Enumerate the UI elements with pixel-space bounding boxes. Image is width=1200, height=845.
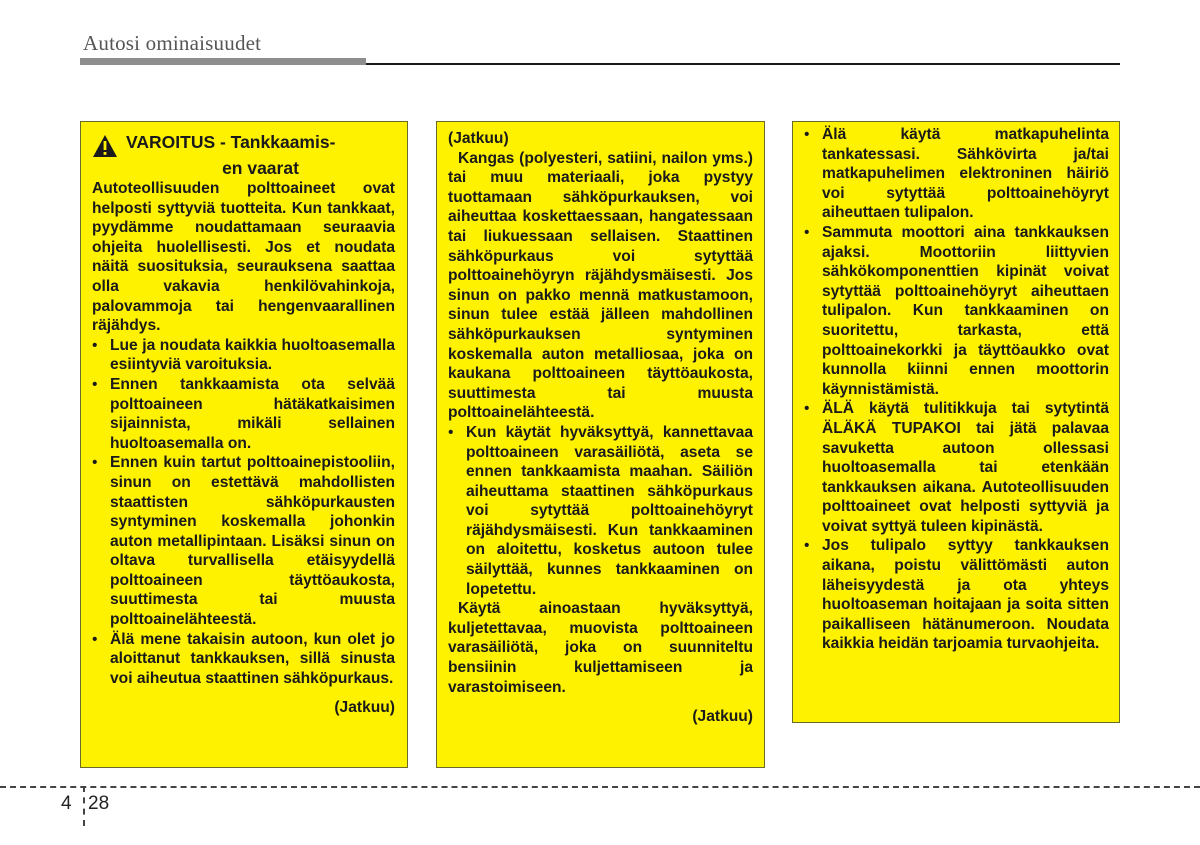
footer-dashed-divider	[83, 786, 85, 826]
list-item: • Sammuta moottori aina tankkauksen ajaksi. Moottoriin liittyvien sähkökomponenttien kipinät voivat sytyttää polttoainehöyryt aiheuttaen tulipalon. Kun tankkaaminen on suoritettu, tarkasta, että polttoainekorkki ja täyttöaukko ovat kunnolla kiinni ennen moottorin käynnistämistä.	[804, 223, 1109, 398]
list-item: • Jos tulipalo syttyy tankkauksen aikana, poistu välittömästi auton läheisyydestä ja ota yhteys huoltoaseman hoitajaan ja soita sitten paikalliseen hätänumeroon. Noudata kaikkia heidän tarjoamia turvaohjeita.	[804, 537, 1109, 653]
warning-heading	[92, 132, 395, 158]
list-item: • Lue ja noudata kaikkia huoltoasemalla esiintyviä varoituksia.	[92, 336, 395, 374]
header-rule	[366, 63, 1120, 65]
list-item: • Ennen tankkaamista ota selvää polttoaineen hätäkatkaisimen sijainnista, mikäli sellainen huoltoasemalla on.	[92, 375, 395, 452]
warning-bullet-list	[92, 336, 395, 689]
warning-box-1	[80, 121, 408, 768]
warning-triangle-icon	[92, 134, 118, 158]
footer-dashed-rule	[0, 786, 1200, 788]
warning-bullet-list	[804, 125, 1109, 654]
warning-title	[126, 132, 395, 153]
section-title: Autosi ominaisuudet	[83, 31, 262, 55]
paragraph: Käytä ainoastaan hyväksyttyä, kuljetettavaa, muovista polttoaineen varasäiliötä, joka on suunniteltu bensiinin kuljettamiseen ja varastoimiseen.	[448, 600, 753, 696]
chapter-number: 4	[61, 793, 72, 814]
list-item: • Ennen kuin tartut polttoainepistooliin, sinun on estettävä mahdollisten staattisten sähköpurkausten syntyminen koskemalla johonkin auton metallipintaan. Lisäksi sinun on oltava turvallisella etäisyydellä polttoaineen täyttöaukosta, suuttimesta tai muusta polttoainelähteestä.	[92, 454, 395, 629]
continues-label: (Jatkuu)	[692, 708, 753, 726]
continues-label: (Jatkuu)	[334, 699, 395, 717]
list-item: • ÄLÄ käytä tulitikkuja tai sytytintä ÄLÄKÄ TUPAKOI tai jätä palavaa savuketta autoon ollessasi huoltoasemalla tai etenkään tankkauksen aikana. Autoteollisuuden polttoaineet ovat helposti syttyviä ja voivat syttyä tuleen kipinästä.	[804, 400, 1109, 535]
list-item: • Älä käytä matkapuhelinta tankatessasi. Sähkövirta ja/tai matkapuhelimen elektroninen häiriö voi sytyttää polttoainehöyryt aiheuttaen tulipalon.	[804, 126, 1109, 222]
warning-keyword: VAROITUS	[126, 132, 216, 152]
warning-bullet-list	[448, 423, 753, 599]
warning-title-rest: - Tankkaamis-	[215, 132, 336, 152]
warning-intro: Autoteollisuuden polttoaineet ovat helposti syttyviä tuotteita. Kun tankkaat, pyydämme noudattamaan seuraavia ohjeita huolellisesti. Jos et noudata näitä suosituksia, seurauksena saattaa olla vakavia henkilövahinkoja, palovammoja tai hengenvaarallinen räjähdys.	[92, 180, 395, 335]
list-item: • Älä mene takaisin autoon, kun olet jo aloittanut tankkauksen, sillä sinusta voi aiheutua staattinen sähköpurkaus.	[92, 630, 395, 687]
paragraph: Kangas (polyesteri, satiini, nailon yms.) tai muu materiaali, joka pystyy tuottamaan sähköpurkauksen, voi aiheuttaa koskettaessaan, hangatessaan tai liukuessaan sellaisen. Staattinen sähköpurkaus voi sytyttää polttoainehöyryn räjähdysmäisesti. Jos sinun on pakko mennä matkustamoon, sinun tulee estää jälleen mahdollinen sähköpurkauksen syntyminen koskemalla auton metalliosaa, joka on kaukana polttoaineen täyttöaukosta, suuttimesta tai muusta polttoainelähteestä.	[448, 149, 753, 422]
continued-label: (Jatkuu)	[448, 130, 509, 147]
page-number: 28	[88, 793, 110, 814]
warning-title-line2: en vaarat	[222, 158, 299, 178]
warning-box-3	[792, 121, 1120, 723]
warning-box-2	[436, 121, 765, 768]
list-item: • Kun käytät hyväksyttyä, kannettavaa polttoaineen varasäiliötä, aseta se ennen tankkaamista maahan. Säiliön aiheuttama staattinen sähköpurkaus voi sytyttää polttoainehöyryt räjähdysmäisesti. Kun tankkaaminen on aloitettu, kosketus autoon tulee säilyttää, kunnes tankkaaminen on lopetettu.	[448, 423, 753, 598]
header-accent-bar	[80, 58, 366, 65]
